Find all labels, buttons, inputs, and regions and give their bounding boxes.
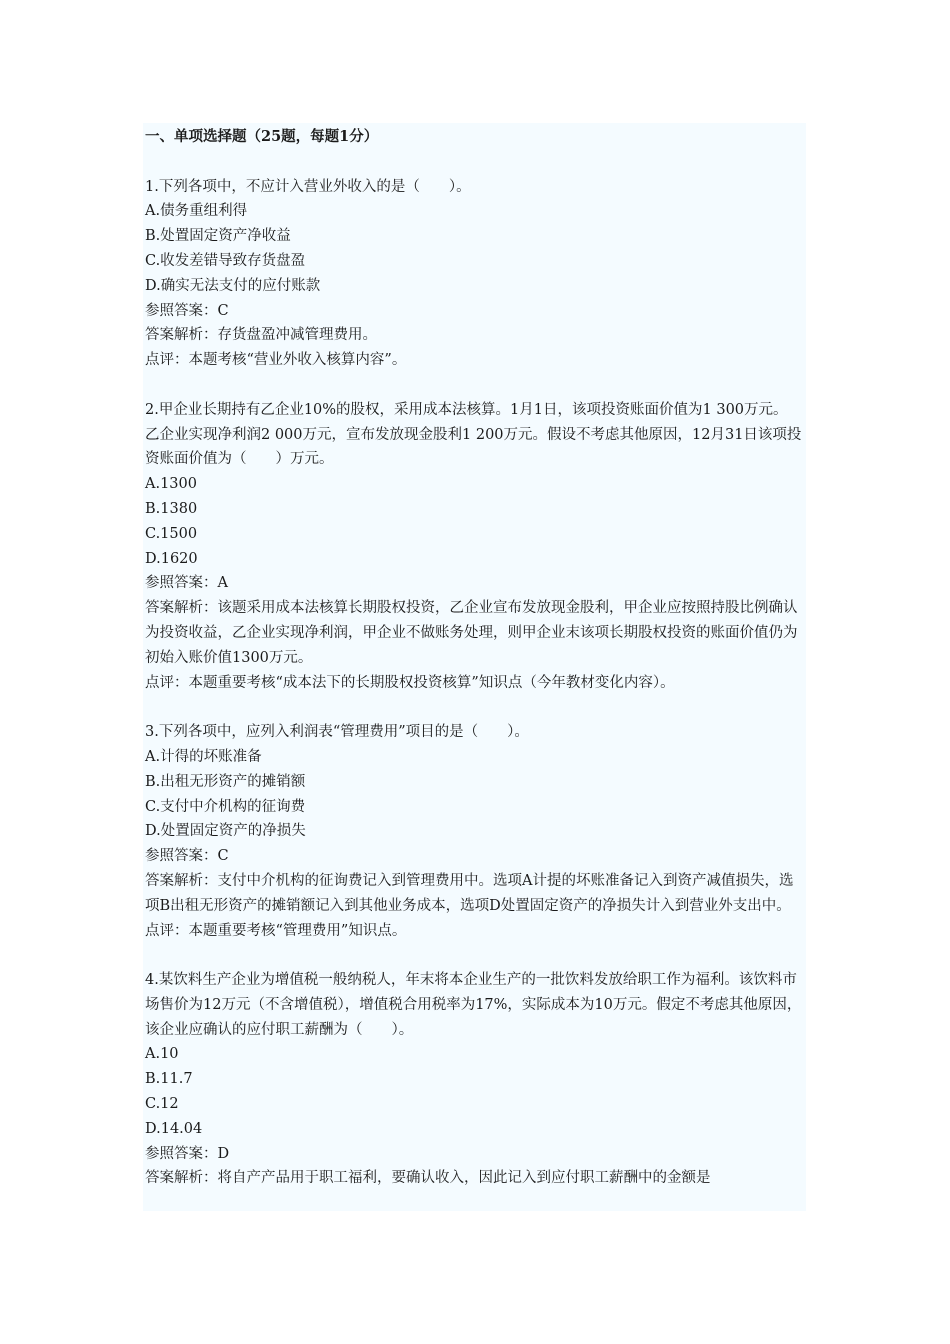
reference-answer: 参照答案：C	[145, 302, 229, 319]
option-b: B.处置固定资产净收益	[145, 228, 291, 245]
question-1	[145, 175, 802, 373]
spacer	[145, 943, 802, 968]
option-c: C.收发差错导致存货盘盈	[145, 252, 306, 269]
spacer	[145, 695, 802, 720]
question-2	[145, 398, 802, 696]
spacer	[145, 150, 802, 175]
document-body	[143, 123, 806, 1211]
option-b: B.1380	[145, 500, 198, 517]
option-b: B.11.7	[145, 1071, 193, 1088]
option-d: D.14.04	[145, 1120, 203, 1137]
option-c: C.1500	[145, 525, 198, 542]
option-d: D.1620	[145, 550, 198, 567]
question-3	[145, 720, 802, 943]
comment: 点评：本题重要考核“成本法下的长期股权投资核算”知识点（今年教材变化内容）。	[145, 674, 675, 691]
option-a: A.1300	[145, 476, 197, 493]
option-c: C.支付中介机构的征询费	[145, 798, 306, 815]
option-a: A.债务重组利得	[145, 203, 248, 220]
reference-answer: 参照答案：D	[145, 1145, 230, 1162]
option-a: A.10	[145, 1046, 179, 1063]
reference-answer: 参照答案：C	[145, 848, 229, 865]
spacer	[145, 373, 802, 398]
option-a: A.计得的坏账准备	[145, 748, 262, 765]
question-stem: 4.某饮料生产企业为增值税一般纳税人，年末将本企业生产的一批饮料发放给职工作为福利。该饮料市场售价为12万元（不含增值税），增值税合用税率为17%，实际成本为10万元。假定不考虑其他原因，该企业应确认的应付职工薪酬为（ ）。	[145, 972, 802, 1038]
question-stem: 1.下列各项中，不应计入营业外收入的是（ ）。	[145, 178, 471, 195]
answer-analysis: 答案解析：存货盘盈冲减管理费用。	[145, 327, 377, 344]
answer-analysis: 答案解析：支付中介机构的征询费记入到管理费用中。选项A计提的坏账准备记入到资产减值损失，选项B出租无形资产的摊销额记入到其他业务成本，选项D处置固定资产的净损失计入到营业外支出中。	[145, 872, 794, 914]
reference-answer: 参照答案：A	[145, 575, 228, 592]
option-c: C.12	[145, 1096, 179, 1113]
answer-analysis: 答案解析：将自产产品用于职工福利，要确认收入，因此记入到应付职工薪酬中的金额是	[145, 1170, 711, 1187]
question-stem: 2.甲企业长期持有乙企业10%的股权，采用成本法核算。1月1日，该项投资账面价值为1 300万元。乙企业实现净利润2 000万元，宣布发放现金股利1 200万元。假设不考虑其他原因，12月31日该项投资账面价值为（ ）万元。	[145, 401, 802, 468]
option-d: D.处置固定资产的净损失	[145, 823, 306, 840]
comment: 点评：本题考核“营业外收入核算内容”。	[145, 352, 407, 369]
option-b: B.出租无形资产的摊销额	[145, 773, 306, 790]
option-d: D.确实无法支付的应付账款	[145, 277, 321, 294]
comment: 点评：本题重要考核“管理费用”知识点。	[145, 922, 407, 939]
question-stem: 3.下列各项中，应列入利润表“管理费用”项目的是（ ）。	[145, 724, 529, 741]
answer-analysis: 答案解析：该题采用成本法核算长期股权投资，乙企业宣布发放现金股利，甲企业应按照持股比例确认为投资收益，乙企业实现净利润，甲企业不做账务处理，则甲企业末该项长期股权投资的账面价值仍为初始入账价值1300万元。	[145, 600, 798, 666]
section-title: 一、单项选择题（25题，每题1分）	[145, 128, 379, 145]
question-4	[145, 968, 802, 1191]
